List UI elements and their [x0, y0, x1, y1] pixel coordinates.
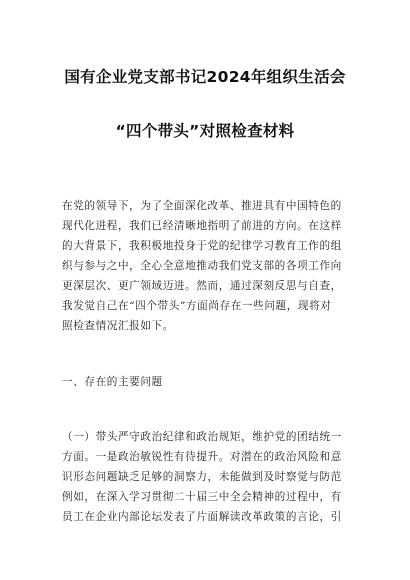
document-title-line-2: “四个带头”对照检查材料 — [115, 122, 295, 140]
paragraph-line: 方面。一是政治敏锐性有待提升。对潜在的政治风险和意 — [62, 451, 342, 463]
document-title-line-1: 国有企业党支部书记2024年组织生活会 — [64, 68, 346, 86]
section-paragraph — [62, 427, 358, 527]
section-heading: 一、存在的主要问题 — [62, 376, 163, 388]
intro-paragraph — [62, 196, 358, 336]
intro-line: 在党的领导下，为了全面深化改革、推进具有中国特色的 — [62, 200, 342, 212]
paragraph-line: 员工在企业内部论坛发表了片面解读改革政策的言论，引 — [62, 511, 342, 523]
intro-line: 我发觉自己在“四个带头”方面尚存在一些问题，现将对 — [62, 300, 332, 312]
intro-line: 照检查情况汇报如下。 — [62, 320, 174, 332]
intro-line: 的大背景下，我积极地投身于党的纪律学习教育工作的组 — [62, 240, 342, 252]
paragraph-line: 识形态问题缺乏足够的洞察力，未能做到及时察觉与防范 — [62, 471, 342, 483]
intro-line: 更深层次、更广领域迈进。然而，通过深刻反思与自查， — [62, 280, 342, 292]
paragraph-line: （一）带头严守政治纪律和政治规矩，维护党的团结统一 — [62, 431, 342, 443]
paragraph-line: 例如，在深入学习贯彻二十届三中全会精神的过程中，有 — [62, 491, 342, 503]
intro-line: 现代化进程，我们已经清晰地指明了前进的方向。在这样 — [62, 220, 342, 232]
intro-line: 织与参与之中，全心全意地推动我们党支部的各项工作向 — [62, 260, 342, 272]
